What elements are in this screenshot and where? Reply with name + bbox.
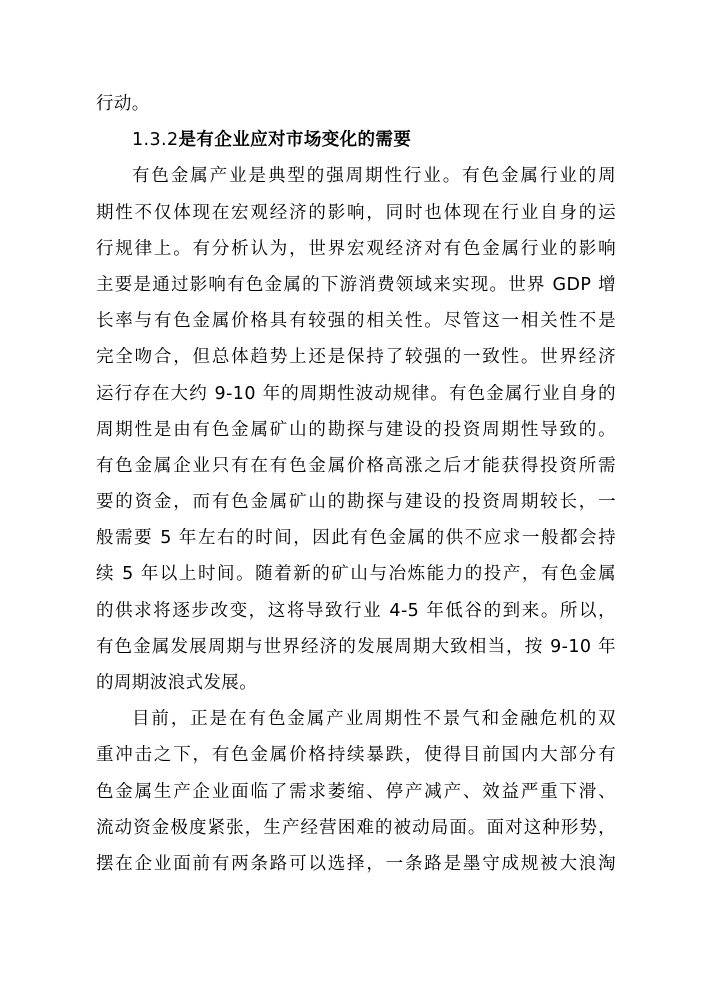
paragraph-line: 续 5 年以上时间。随着新的矿山与冶炼能力的投产，有色金属	[96, 564, 616, 585]
paragraph-line: 要的资金，而有色金属矿山的勘探与建设的投资周期较长，一	[96, 492, 616, 513]
paragraph-2	[96, 701, 616, 882]
body-text	[96, 86, 616, 882]
paragraph-line: 有色金属企业只有在有色金属价格高涨之后才能获得投资所需	[96, 455, 616, 476]
paragraph-line: 完全吻合，但总体趋势上还是保持了较强的一致性。世界经济	[96, 347, 616, 368]
paragraph-line: 色金属生产企业面临了需求萎缩、停产减产、效益严重下滑、	[96, 781, 616, 802]
paragraph-line: 有色金属发展周期与世界经济的发展周期大致相当，按 9-10 年	[96, 636, 616, 657]
paragraph-line: 目前，正是在有色金属产业周期性不景气和金融危机的双	[132, 709, 616, 730]
paragraph-line: 般需要 5 年左右的时间，因此有色金属的供不应求一般都会持	[96, 528, 616, 549]
section-number: 1.3.2	[132, 130, 179, 151]
paragraph-line: 重冲击之下，有色金属价格持续暴跌，使得目前国内大部分有	[96, 745, 616, 766]
paragraph-1	[96, 158, 616, 701]
paragraph-line: 摆在企业面前有两条路可以选择，一条路是墨守成规被大浪淘	[96, 853, 616, 874]
paragraph-line: 有色金属产业是典型的强周期性行业。有色金属行业的周	[132, 166, 616, 187]
paragraph-line: 行规律上。有分析认为，世界宏观经济对有色金属行业的影响	[96, 238, 616, 259]
paragraph-line: 长率与有色金属价格具有较强的相关性。尽管这一相关性不是	[96, 311, 616, 332]
paragraph-line: 期性不仅体现在宏观经济的影响，同时也体现在行业自身的运	[96, 202, 616, 223]
paragraph-line: 周期性是由有色金属矿山的勘探与建设的投资周期性导致的。	[96, 419, 616, 440]
section-title: 是有企业应对市场变化的需要	[178, 130, 412, 151]
paragraph-line: 主要是通过影响有色金属的下游消费领域来实现。世界 GDP 增	[96, 274, 616, 295]
section-heading	[96, 122, 616, 158]
opening-line: 行动。	[96, 94, 150, 114]
paragraph-line: 流动资金极度紧张，生产经营困难的被动局面。面对这种形势，	[96, 817, 616, 838]
paragraph-line: 的周期波浪式发展。	[96, 673, 258, 693]
paragraph-line: 的供求将逐步改变，这将导致行业 4-5 年低谷的到来。所以，	[96, 600, 616, 621]
paragraph-line: 运行存在大约 9-10 年的周期性波动规律。有色金属行业自身的	[96, 383, 616, 404]
